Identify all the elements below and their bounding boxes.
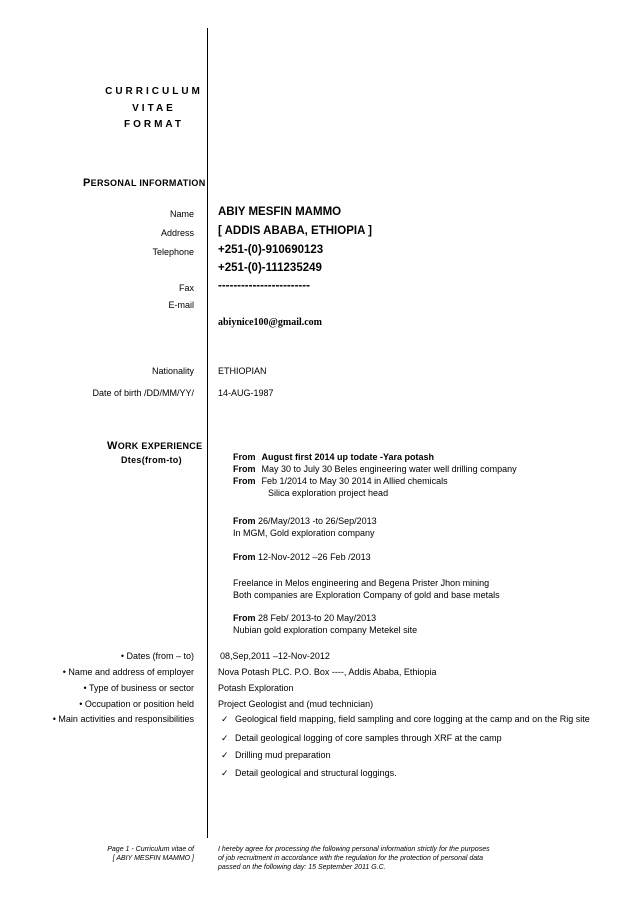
address-value: [ ADDIS ABABA, ETHIOPIA ] (218, 225, 372, 237)
work-entry: From August first 2014 up todate -Yara potash (233, 452, 435, 462)
job-dates-value: 08,Sep,2011 –12-Nov-2012 (220, 651, 330, 661)
footer-left: Page 1 - Curriculum vitae of [ ABIY MESFIN MAMMO ] (107, 846, 194, 862)
vertical-divider (207, 28, 208, 838)
title-curriculum: CURRICULUM (105, 86, 203, 97)
business-label: • Type of business or sector (83, 683, 194, 693)
activity-item: ✓ Drilling mud preparation (221, 750, 331, 760)
employer-label: • Name and address of employer (62, 667, 194, 677)
check-icon: ✓ (221, 768, 229, 778)
position-value: Project Geologist and (mud technician) (218, 699, 374, 709)
dob-value: 14-AUG-1987 (218, 388, 274, 398)
telephone-label: Telephone (152, 247, 194, 257)
name-label: Name (169, 209, 194, 219)
position-label: • Occupation or position held (79, 699, 194, 709)
telephone-value-1: +251-(0)-910690123 (218, 244, 324, 256)
check-icon: ✓ (221, 750, 229, 760)
nationality-value: ETHIOPIAN (218, 366, 267, 376)
fax-value: ------------------------ (218, 280, 310, 292)
activity-item: ✓ Geological field mapping, field sampling and core logging at the camp and on the Rig site (221, 714, 590, 724)
work-block-1 (233, 451, 517, 499)
dob-label: Date of birth /DD/MM/YY/ (92, 388, 194, 398)
nationality-label: Nationality (151, 366, 194, 376)
title-format: FORMAT (123, 119, 185, 130)
email-label: E-mail (168, 300, 194, 310)
job-dates-label: • Dates (from – to) (120, 651, 194, 661)
work-entry: From Feb 1/2014 to May 30 2014 in Allied chemicals (233, 476, 448, 486)
work-block-3: From 12-Nov-2012 –26 Feb /2013 (233, 552, 371, 562)
activity-item: ✓ Detail geological logging of core samples through XRF at the camp (221, 733, 502, 743)
fax-label: Fax (178, 283, 194, 293)
check-icon: ✓ (221, 714, 229, 724)
work-block-5: From 28 Feb/ 2013-to 20 May/2013 Nubian gold exploration company Metekel site (233, 613, 418, 635)
dates-from-to-label: Dtes(from-to) (121, 455, 182, 465)
activities-label: • Main activities and responsibilities (52, 714, 194, 724)
title-vitae: VITAE (132, 103, 176, 114)
address-label: Address (160, 228, 194, 238)
name-value: ABIY MESFIN MAMMO (218, 206, 342, 218)
email-value[interactable]: abiynice100@gmail.com (218, 317, 323, 328)
work-entry: From May 30 to July 30 Beles engineering water well drilling company (233, 464, 517, 474)
work-experience-heading: WORK EXPERIENCE (107, 440, 203, 452)
business-value: Potash Exploration (218, 683, 294, 693)
work-block-2: From 26/May/2013 -to 26/Sep/2013 In MGM, Gold exploration company (233, 516, 377, 538)
employer-value: Nova Potash PLC. P.O. Box ----, Addis Ababa, Ethiopia (218, 667, 437, 677)
work-entry-extra: Silica exploration project head (268, 488, 389, 498)
footer-consent: I hereby agree for processing the following personal information strictly for the purposes of job recruitment in accordance with the regulation for the protection of personal data passed on the following day: 15 September 2011 G.C. (218, 846, 490, 871)
check-icon: ✓ (221, 733, 229, 743)
telephone-value-2: +251-(0)-111235249 (218, 262, 322, 274)
activity-item: ✓ Detail geological and structural loggings. (221, 768, 397, 778)
personal-info-heading: PERSONAL INFORMATION (83, 177, 206, 189)
work-block-4: Freelance in Melos engineering and Begena Prister Jhon mining Both companies are Exploration Company of gold and base metals (233, 578, 500, 600)
